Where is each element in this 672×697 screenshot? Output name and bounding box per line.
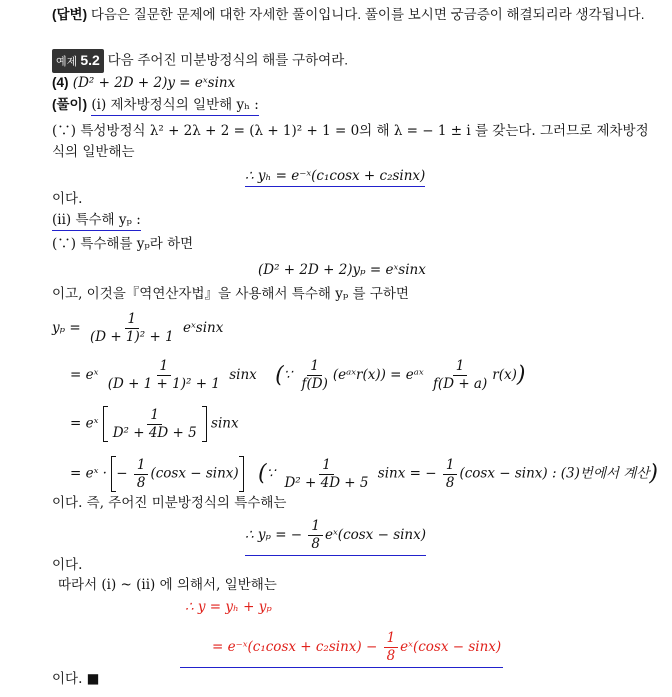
fraction-10-num: 1 [384,630,399,648]
paren-open-2: ( [257,461,267,486]
derivation-4-end: (cosx − sinx) : (3)번에서 계산 [459,465,650,482]
yp-result-pre: ∴ yₚ = − [245,527,303,543]
problem-equation: (D² + 2D + 2)y = eˣsinx [72,75,236,91]
yh-result-text: ∴ yₕ = e⁻ˣ(c₁cosx + c₂sinx) [245,168,425,187]
example-header [52,49,348,73]
step2-header: (ii) 특수해 yₚ : [52,212,141,231]
ida-2: 이다. [52,557,83,573]
conclusion-line: 따라서 (i) ~ (ii) 에 의해서, 일반해는 [58,577,277,593]
derivation-2-mid: (eᵃˣr(x)) = eᵃˣ [332,367,424,383]
final-line-2-box [180,630,503,668]
example-badge-num: 5.2 [80,52,100,68]
fraction-8 [443,457,458,492]
step1-header-line [52,96,259,114]
paren-open-1: ( [275,362,284,388]
final-2-pre: = e⁻ˣ(c₁cosx + c₂sinx) − [212,639,378,655]
derivation-2-tail: sinx [229,367,257,383]
step1-header: (i) 제차방정식의 일반해 yₕ : [91,97,258,116]
derivation-4-tail: (cosx − sinx) [150,465,239,482]
answer-intro-line [52,6,644,24]
fraction-3-num: 1 [307,358,322,376]
step1-line2: 식의 일반해는 [52,144,135,160]
fraction-5 [110,407,200,442]
final-line-1: ∴ y = yₕ + yₚ [185,599,272,615]
fraction-10 [384,630,399,665]
fraction-5-num: 1 [147,407,162,425]
derivation-line-3 [70,406,239,442]
fraction-3-den: f(D) [301,376,328,392]
fraction-4 [430,358,490,393]
problem-num: (4) [52,75,69,90]
step2-line2: 이고, 이것을『역연산자법』을 사용해서 특수해 yₚ 를 구하면 [52,286,409,302]
derivation-1-tail: eˣsinx [182,320,224,336]
fraction-5-den: D² + 4D + 5 [112,424,197,441]
bracket-open-1 [103,406,108,442]
ida-1: 이다. [52,191,83,207]
yh-result [245,167,425,185]
fraction-4-num: 1 [453,358,468,376]
fraction-1 [87,311,177,346]
fraction-7-num: 1 [319,457,334,475]
fraction-8-num: 1 [443,457,458,475]
step1-line1: (∵) 특성방정식 λ² + 2λ + 2 = (λ + 1)² + 1 = 0의 해 λ = − 1 ± i 를 갖는다. 그러므로 제차방정 [52,123,649,139]
derivation-line-4 [70,456,658,492]
derivation-3-pre: = eˣ [70,415,99,432]
derivation-2-pre: = eˣ [70,367,99,383]
yp-result-box [245,518,426,556]
yp-lhs: yₚ = [52,320,81,336]
fraction-2-den: (D + 1 + 1)² + 1 [107,376,220,392]
end-line: 이다. ■ [52,671,100,687]
yp-result [245,518,426,556]
bracket-close-2 [239,456,244,492]
paren-close-2: ) [649,461,659,486]
fraction-6-den: 8 [136,474,146,491]
problem-line [52,74,235,92]
fraction-10-den: 8 [386,648,396,664]
fraction-9 [308,518,323,553]
fraction-7-den: D² + 4D + 5 [284,474,369,491]
fraction-1-den: (D + 1)² + 1 [89,329,174,345]
because-sign-2: ∵ [266,465,276,482]
answer-intro: 다음은 질문한 문제에 대한 자세한 풀이입니다. 풀이를 보시면 궁금증이 해결되리라 생각됩니다. [90,7,645,22]
step2-line1: (∵) 특수해를 yₚ라 하면 [52,236,194,252]
example-badge [52,49,104,73]
derivation-4-mid: sinx = − [377,465,437,482]
example-title: 다음 주어진 미분방정식의 해를 구하여라. [107,52,349,68]
answer-label: (답변) [52,7,88,22]
because-sign-1: ∵ [283,367,293,383]
derivation-line-1 [52,311,223,346]
paren-close-1: ) [516,362,526,388]
fraction-9-num: 1 [308,518,323,536]
final-2-tail: eˣ(cosx − sinx) [400,639,502,655]
yp-equation: (D² + 2D + 2)yₚ = eˣsinx [258,262,426,278]
fraction-9-den: 8 [311,536,321,552]
derivation-4-pre: = eˣ · [70,465,107,482]
fraction-1-num: 1 [125,311,140,329]
step2-header-line [52,211,141,229]
fraction-2 [105,358,223,393]
fraction-6-num: 1 [134,457,149,475]
derivation-4-minus: − [116,465,128,482]
bracket-close-1 [202,406,207,442]
fraction-2-num: 1 [157,358,172,376]
solution-label: (풀이) [52,97,88,112]
final-line-2 [180,630,503,668]
derivation-line-2 [70,358,525,393]
derivation-2-end: r(x) [492,367,517,383]
step2-line3: 이다. 즉, 주어진 미분방정식의 특수해는 [52,495,287,511]
fraction-4-den: f(D + a) [432,376,488,392]
derivation-3-tail: sinx [211,415,239,432]
yp-result-tail: eˣ(cosx − sinx) [325,527,427,543]
fraction-8-den: 8 [445,474,455,491]
fraction-3 [299,358,331,393]
fraction-6 [134,457,149,492]
fraction-7 [281,457,371,492]
example-badge-prefix: 예제 [56,56,78,68]
